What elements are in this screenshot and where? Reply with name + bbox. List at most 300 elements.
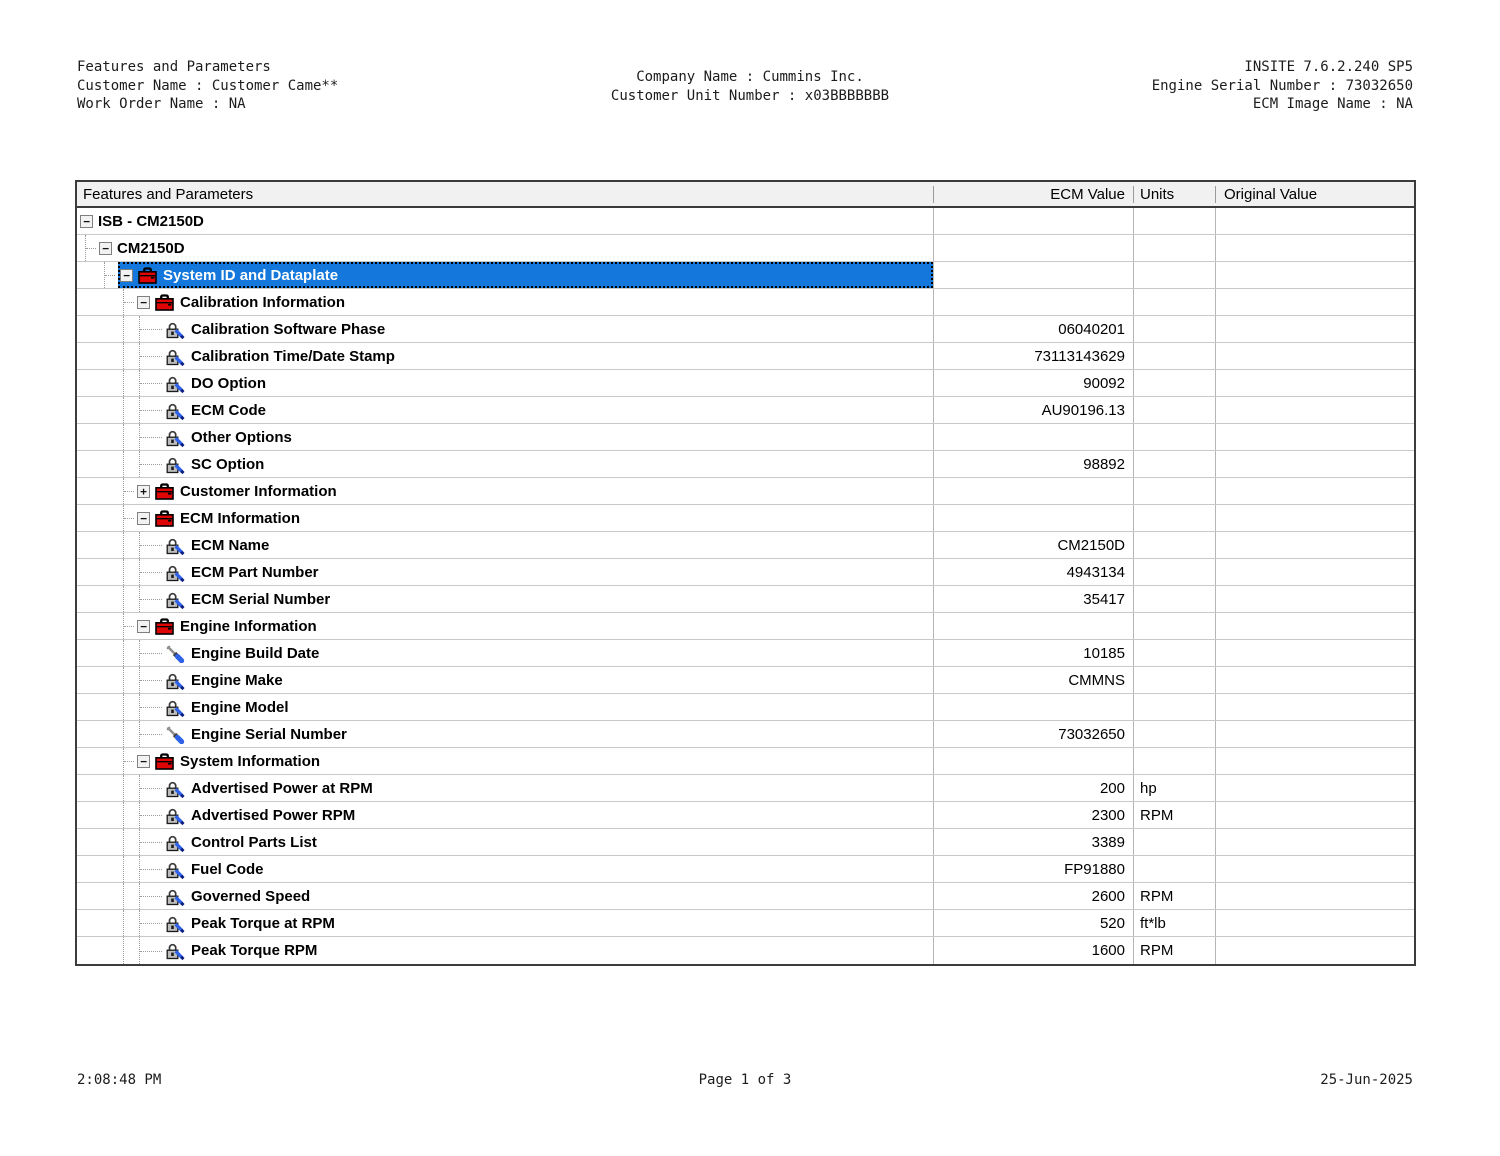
- tree-branch-line: [139, 721, 165, 747]
- tree-row[interactable]: [77, 667, 1414, 694]
- tree-branch-line: [139, 316, 165, 342]
- table-header-row: [77, 182, 1414, 208]
- tree-row[interactable]: [77, 316, 1414, 343]
- rowline: [165, 559, 933, 585]
- tree-branch-line: [123, 478, 137, 504]
- ecm-value-cell: [933, 640, 1133, 666]
- original-value-cell: [1215, 802, 1414, 828]
- ecm-value-cell-text: 90092: [1083, 374, 1125, 392]
- ecm-value-cell-text: 73032650: [1058, 725, 1125, 743]
- row-label: ECM Information: [180, 509, 300, 527]
- company-name: Company Name : Cummins Inc.: [636, 69, 864, 85]
- tree-branch-line: [139, 937, 165, 964]
- row-label: System Information: [180, 752, 321, 770]
- lock-pen-icon: [165, 671, 185, 690]
- feature-cell: [77, 775, 933, 801]
- tree-branch-line: [139, 586, 165, 612]
- rowline: [165, 370, 933, 396]
- screwdriver-icon: [165, 644, 185, 663]
- column-header-ecm-value: ECM Value: [933, 186, 1133, 203]
- ecm-value-cell: [933, 424, 1133, 450]
- tree-row[interactable]: [77, 910, 1414, 937]
- expander-minus-icon[interactable]: −: [137, 296, 150, 309]
- tree-branch-line: [139, 775, 165, 801]
- tree-row[interactable]: [77, 532, 1414, 559]
- tree-guide-line: [123, 775, 139, 801]
- ecm-value-cell: [933, 532, 1133, 558]
- original-value-cell: [1215, 370, 1414, 396]
- feature-cell: [77, 694, 933, 720]
- tree-branch-line: [139, 451, 165, 477]
- tree-branch-line: [123, 505, 137, 531]
- lock-pen-icon: [165, 887, 185, 906]
- units-cell: [1133, 235, 1215, 261]
- units-cell: [1133, 343, 1215, 369]
- row-label: SC Option: [191, 455, 265, 473]
- tree-row[interactable]: [77, 343, 1414, 370]
- ecm-value-cell: [933, 262, 1133, 288]
- tree-row[interactable]: [77, 694, 1414, 721]
- tree-guide-line: [123, 937, 139, 964]
- tree-branch-line: [139, 829, 165, 855]
- ecm-value-cell: [933, 613, 1133, 639]
- expander-minus-icon[interactable]: −: [137, 755, 150, 768]
- row-label: Control Parts List: [191, 833, 317, 851]
- ecm-image-name: ECM Image Name : NA: [1252, 96, 1413, 112]
- tree-guide-line: [123, 829, 139, 855]
- original-value-cell: [1215, 208, 1414, 234]
- lock-pen-icon: [165, 563, 185, 582]
- feature-cell: [77, 505, 933, 531]
- rowline: [165, 802, 933, 828]
- ecm-value-cell: [933, 397, 1133, 423]
- units-cell: [1133, 559, 1215, 585]
- units-cell: [1133, 316, 1215, 342]
- rowline: [165, 694, 933, 720]
- report-footer: [77, 1071, 1413, 1090]
- engine-serial-number: Engine Serial Number : 73032650: [1151, 77, 1413, 94]
- original-value-cell: [1215, 640, 1414, 666]
- feature-cell: [77, 883, 933, 909]
- ecm-value-cell: [933, 910, 1133, 936]
- tree-branch-line: [139, 802, 165, 828]
- ecm-value-cell-text: CM2150D: [1057, 536, 1125, 554]
- row-label: Calibration Software Phase: [191, 320, 386, 338]
- tree-guide-line: [123, 586, 139, 612]
- original-value-cell: [1215, 937, 1414, 964]
- tree-row[interactable]: [77, 451, 1414, 478]
- original-value-cell: [1215, 316, 1414, 342]
- tree-row[interactable]: [77, 613, 1414, 640]
- tree-branch-line: [139, 856, 165, 882]
- original-value-cell: [1215, 532, 1414, 558]
- units-cell: [1133, 694, 1215, 720]
- tree-branch-line: [139, 343, 165, 369]
- row-label: Calibration Information: [180, 293, 345, 311]
- row-label: Peak Torque RPM: [191, 942, 318, 959]
- tree-row[interactable]: [77, 262, 1414, 289]
- tree-row[interactable]: [77, 640, 1414, 667]
- toolbox-icon: [155, 753, 174, 770]
- ecm-value-cell-text: 2300: [1091, 806, 1125, 824]
- units-cell-text: ft*lb: [1140, 914, 1166, 932]
- report-header-right: [1152, 58, 1413, 114]
- original-value-cell: [1215, 505, 1414, 531]
- tree-row[interactable]: [77, 721, 1414, 748]
- original-value-cell: [1215, 235, 1414, 261]
- feature-cell: [77, 829, 933, 855]
- ecm-value-cell: [933, 208, 1133, 234]
- row-label: Advertised Power at RPM: [191, 779, 373, 797]
- tree-row[interactable]: [77, 289, 1414, 316]
- tree-row[interactable]: [77, 424, 1414, 451]
- tree-guide-line: [123, 397, 139, 423]
- tree-guide-line: [123, 640, 139, 666]
- units-cell: [1133, 208, 1215, 234]
- original-value-cell: [1215, 289, 1414, 315]
- feature-cell: [77, 451, 933, 477]
- tree-branch-line: [139, 883, 165, 909]
- tree-branch-line: [139, 397, 165, 423]
- toolbox-icon: [155, 483, 174, 500]
- tree-guide-line: [123, 343, 139, 369]
- rowline: [99, 235, 933, 261]
- ecm-value-cell: [933, 937, 1133, 964]
- feature-cell: [77, 937, 933, 964]
- row-label: DO Option: [191, 374, 266, 392]
- row-label: Peak Torque at RPM: [191, 914, 335, 932]
- ecm-value-cell: [933, 451, 1133, 477]
- lock-pen-icon: [165, 455, 185, 474]
- lock-pen-icon: [165, 698, 185, 717]
- feature-cell: [77, 613, 933, 639]
- original-value-cell: [1215, 478, 1414, 504]
- ecm-value-cell-text: 520: [1099, 914, 1125, 932]
- feature-cell: [77, 586, 933, 612]
- lock-pen-icon: [165, 833, 185, 852]
- tree-row[interactable]: [77, 559, 1414, 586]
- features-table: [75, 180, 1416, 966]
- row-label: Customer Information: [180, 482, 337, 500]
- ecm-value-cell-text: 2600: [1091, 887, 1125, 905]
- ecm-value-cell-text: 3389: [1091, 833, 1125, 851]
- row-label: Engine Build Date: [191, 644, 320, 662]
- original-value-cell: [1215, 910, 1414, 936]
- original-value-cell: [1215, 775, 1414, 801]
- ecm-value-cell: [933, 235, 1133, 261]
- tree-row[interactable]: [77, 856, 1414, 883]
- original-value-cell: [1215, 451, 1414, 477]
- row-label: Calibration Time/Date Stamp: [191, 347, 395, 365]
- ecm-value-cell: [933, 370, 1133, 396]
- expander-minus-icon[interactable]: −: [80, 215, 93, 228]
- units-cell: [1133, 775, 1215, 801]
- rowline: [165, 397, 933, 423]
- row-label: Advertised Power RPM: [191, 806, 356, 824]
- tree-guide-line: [123, 532, 139, 558]
- feature-cell: [77, 262, 933, 288]
- tree-row[interactable]: [77, 775, 1414, 802]
- footer-time: 2:08:48 PM: [77, 1072, 162, 1088]
- rowline: [165, 856, 933, 882]
- units-cell: [1133, 397, 1215, 423]
- rowline: [137, 613, 933, 639]
- tree-guide-line: [123, 802, 139, 828]
- toolbox-icon: [155, 618, 174, 635]
- row-label: Engine Serial Number: [191, 725, 347, 743]
- row-label: ISB - CM2150D: [98, 212, 204, 230]
- lock-pen-icon: [165, 590, 185, 609]
- expander-minus-icon[interactable]: −: [99, 242, 112, 255]
- units-cell: [1133, 370, 1215, 396]
- row-label: CM2150D: [117, 239, 185, 257]
- tree-branch-line: [139, 910, 165, 936]
- tree-branch-line: [123, 613, 137, 639]
- tree-branch-line: [139, 667, 165, 693]
- ecm-value-cell: [933, 802, 1133, 828]
- ecm-value-cell: [933, 289, 1133, 315]
- report-title: Features and Parameters: [77, 59, 271, 75]
- row-label: Engine Information: [180, 617, 317, 635]
- rowline: [165, 721, 933, 747]
- original-value-cell: [1215, 586, 1414, 612]
- ecm-value-cell: [933, 883, 1133, 909]
- rowline: [165, 937, 933, 964]
- units-cell: [1133, 802, 1215, 828]
- ecm-value-cell: [933, 559, 1133, 585]
- lock-pen-icon: [165, 860, 185, 879]
- tree-guide-line: [123, 883, 139, 909]
- feature-cell: [77, 721, 933, 747]
- tree-row[interactable]: [77, 397, 1414, 424]
- ecm-value-cell: [933, 721, 1133, 747]
- lock-pen-icon: [165, 536, 185, 555]
- original-value-cell: [1215, 667, 1414, 693]
- tree-guide-line: [123, 856, 139, 882]
- tree-table-body: [77, 208, 1414, 964]
- feature-cell: [77, 397, 933, 423]
- rowline: [137, 289, 933, 315]
- row-label: System ID and Dataplate: [163, 266, 339, 284]
- units-cell: [1133, 478, 1215, 504]
- original-value-cell: [1215, 397, 1414, 423]
- feature-cell: [77, 910, 933, 936]
- units-cell-text: hp: [1140, 779, 1157, 797]
- ecm-value-cell-text: 10185: [1083, 644, 1125, 662]
- rowline: [137, 505, 933, 531]
- rowline: [165, 883, 933, 909]
- rowline: [80, 208, 933, 234]
- ecm-value-cell: [933, 667, 1133, 693]
- tree-branch-line: [104, 262, 118, 288]
- feature-cell: [77, 343, 933, 369]
- feature-cell: [77, 532, 933, 558]
- tree-row[interactable]: [77, 802, 1414, 829]
- ecm-value-cell: [933, 748, 1133, 774]
- ecm-value-cell-text: CMMNS: [1068, 671, 1125, 689]
- units-cell-text: RPM: [1140, 806, 1174, 824]
- units-cell: [1133, 613, 1215, 639]
- units-cell-text: RPM: [1140, 887, 1174, 905]
- tree-branch-line: [123, 289, 137, 315]
- feature-cell: [77, 289, 933, 315]
- tree-row[interactable]: [77, 505, 1414, 532]
- units-cell: [1133, 883, 1215, 909]
- ecm-value-cell-text: FP91880: [1064, 860, 1125, 878]
- rowline: [165, 910, 933, 936]
- selected-rowline: [118, 262, 933, 288]
- lock-pen-icon: [165, 374, 185, 393]
- ecm-value-cell-text: 73113143629: [1034, 347, 1125, 365]
- units-cell: [1133, 505, 1215, 531]
- original-value-cell: [1215, 856, 1414, 882]
- column-header-features: Features and Parameters: [83, 185, 254, 203]
- ecm-value-cell: [933, 775, 1133, 801]
- original-value-cell: [1215, 694, 1414, 720]
- tree-guide-line: [123, 370, 139, 396]
- tree-row[interactable]: [77, 937, 1414, 964]
- tree-guide-line: [123, 667, 139, 693]
- units-cell: [1133, 640, 1215, 666]
- lock-pen-icon: [165, 347, 185, 366]
- tree-row[interactable]: [77, 883, 1414, 910]
- row-label: ECM Code: [191, 401, 266, 419]
- toolbox-icon: [138, 267, 157, 284]
- screwdriver-icon: [165, 725, 185, 744]
- units-cell: [1133, 829, 1215, 855]
- rowline: [165, 343, 933, 369]
- tree-row[interactable]: [77, 586, 1414, 613]
- row-label: Fuel Code: [191, 860, 264, 878]
- feature-cell: [77, 667, 933, 693]
- original-value-cell: [1215, 829, 1414, 855]
- row-label: ECM Serial Number: [191, 590, 331, 608]
- feature-cell: [77, 235, 933, 261]
- feature-cell: [77, 478, 933, 504]
- expander-minus-icon[interactable]: −: [137, 512, 150, 525]
- ecm-value-cell-text: 4943134: [1066, 563, 1125, 581]
- units-cell: [1133, 424, 1215, 450]
- units-cell: [1133, 586, 1215, 612]
- lock-pen-icon: [165, 806, 185, 825]
- rowline: [165, 424, 933, 450]
- units-cell: [1133, 910, 1215, 936]
- row-label: Other Options: [191, 428, 292, 446]
- rowline: [165, 640, 933, 666]
- ecm-value-cell: [933, 829, 1133, 855]
- column-header-units: Units: [1133, 186, 1215, 203]
- units-cell: [1133, 937, 1215, 964]
- ecm-value-cell-text: 35417: [1083, 590, 1125, 608]
- ecm-value-cell: [933, 694, 1133, 720]
- row-label: ECM Part Number: [191, 563, 319, 581]
- original-value-cell: [1215, 883, 1414, 909]
- tree-guide-line: [123, 910, 139, 936]
- customer-name: Customer Name : Customer Came**: [77, 77, 339, 94]
- ecm-value-cell: [933, 343, 1133, 369]
- work-order-name: Work Order Name : NA: [77, 96, 246, 112]
- customer-unit-number: Customer Unit Number : x03BBBBBBB: [610, 87, 890, 104]
- feature-cell: [77, 559, 933, 585]
- tree-guide-line: [123, 694, 139, 720]
- rowline: [165, 829, 933, 855]
- feature-cell: [77, 856, 933, 882]
- original-value-cell: [1215, 559, 1414, 585]
- lock-pen-icon: [165, 779, 185, 798]
- ecm-value-cell-text: 98892: [1083, 455, 1125, 473]
- feature-cell: [77, 748, 933, 774]
- tree-branch-line: [139, 559, 165, 585]
- rowline: [165, 586, 933, 612]
- ecm-value-cell-text: 06040201: [1058, 320, 1125, 338]
- footer-date: 25-Jun-2025: [1320, 1072, 1413, 1088]
- original-value-cell: [1215, 613, 1414, 639]
- original-value-cell: [1215, 343, 1414, 369]
- tree-guide-line: [123, 721, 139, 747]
- footer-page-number: Page 1 of 3: [698, 1072, 792, 1088]
- rowline: [137, 478, 933, 504]
- tree-branch-line: [123, 748, 137, 774]
- units-cell: [1133, 262, 1215, 288]
- tree-row[interactable]: [77, 748, 1414, 775]
- ecm-value-cell: [933, 316, 1133, 342]
- feature-cell: [77, 640, 933, 666]
- rowline: [165, 775, 933, 801]
- units-cell: [1133, 532, 1215, 558]
- tree-guide-line: [123, 316, 139, 342]
- row-label: Engine Model: [191, 698, 289, 716]
- tree-row[interactable]: [77, 235, 1414, 262]
- lock-pen-icon: [165, 941, 185, 960]
- tree-branch-line: [139, 370, 165, 396]
- tree-branch-line: [139, 694, 165, 720]
- expander-minus-icon[interactable]: −: [120, 269, 133, 282]
- feature-cell: [77, 316, 933, 342]
- original-value-cell: [1215, 748, 1414, 774]
- row-label: Governed Speed: [191, 887, 311, 905]
- tree-row[interactable]: [77, 370, 1414, 397]
- tree-guide-line: [123, 451, 139, 477]
- ecm-value-cell: [933, 478, 1133, 504]
- tree-branch-line: [139, 424, 165, 450]
- ecm-value-cell-text: 200: [1099, 779, 1125, 797]
- rowline: [165, 316, 933, 342]
- tree-guide-line: [123, 424, 139, 450]
- rowline: [137, 748, 933, 774]
- expander-minus-icon[interactable]: −: [137, 620, 150, 633]
- ecm-value-cell: [933, 586, 1133, 612]
- original-value-cell: [1215, 721, 1414, 747]
- toolbox-icon: [155, 294, 174, 311]
- rowline: [165, 532, 933, 558]
- feature-cell: [77, 802, 933, 828]
- feature-cell: [77, 424, 933, 450]
- units-cell: [1133, 856, 1215, 882]
- lock-pen-icon: [165, 401, 185, 420]
- tree-row[interactable]: [77, 478, 1414, 505]
- units-cell-text: RPM: [1140, 942, 1174, 959]
- tree-guide-line: [123, 559, 139, 585]
- expander-plus-icon[interactable]: +: [137, 485, 150, 498]
- feature-cell: [77, 208, 933, 234]
- ecm-value-cell: [933, 505, 1133, 531]
- toolbox-icon: [155, 510, 174, 527]
- row-label: ECM Name: [191, 536, 270, 554]
- feature-cell: [77, 370, 933, 396]
- tree-row[interactable]: [77, 208, 1414, 235]
- tree-row[interactable]: [77, 829, 1414, 856]
- rowline: [165, 667, 933, 693]
